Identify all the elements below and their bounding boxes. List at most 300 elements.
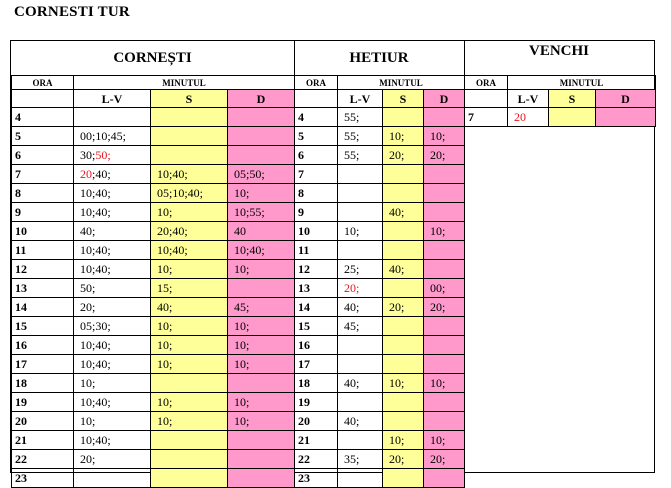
minute-value: 10;40;: [80, 262, 111, 276]
lv-minutes-cell: [338, 336, 383, 355]
s-minutes-cell: [151, 469, 228, 488]
s-minutes-cell: [151, 355, 228, 374]
s-minutes-cell: [383, 222, 424, 241]
hour-row: [12, 317, 295, 336]
minute-value: 20;: [430, 452, 446, 466]
hour-row: [295, 222, 465, 241]
s-header: S: [549, 90, 596, 108]
d-minutes-cell: [228, 450, 295, 469]
s-minutes-cell: [383, 241, 424, 260]
d-minutes-cell: [424, 222, 465, 241]
ora-header: ORA: [295, 76, 338, 90]
minute-value: 40;: [344, 414, 360, 428]
d-minutes-cell: [424, 184, 465, 203]
s-minutes-cell: [151, 165, 228, 184]
minute-value: 10;: [234, 414, 250, 428]
s-minutes-cell: [151, 317, 228, 336]
d-minutes-cell: [228, 108, 295, 127]
hour-cell: 8: [295, 184, 338, 203]
hour-row: [295, 184, 465, 203]
lv-minutes-cell: [74, 222, 151, 241]
lv-minutes-cell: [338, 279, 383, 298]
d-minutes-cell: [424, 355, 465, 374]
minute-value: 45;: [344, 319, 360, 333]
hour-cell: 5: [295, 127, 338, 146]
hour-cell: 21: [295, 431, 338, 450]
s-minutes-cell: [383, 412, 424, 431]
minute-value: 10;: [344, 224, 360, 238]
s-minutes-cell: [383, 317, 424, 336]
hour-cell: 17: [295, 355, 338, 374]
hour-row: [295, 146, 465, 165]
hour-cell: 6: [295, 146, 338, 165]
lv-minutes-cell: [74, 108, 151, 127]
lv-minutes-cell: [74, 317, 151, 336]
hour-cell: 11: [12, 241, 74, 260]
lv-minutes-cell: [338, 146, 383, 165]
s-minutes-cell: [151, 374, 228, 393]
s-minutes-cell: [151, 393, 228, 412]
hour-row: [295, 108, 465, 127]
hour-cell: 10: [295, 222, 338, 241]
minute-value: 10;: [389, 433, 405, 447]
lv-header: L-V: [508, 90, 549, 108]
minute-value: 00;: [430, 281, 446, 295]
s-minutes-cell: [151, 279, 228, 298]
hour-cell: 6: [12, 146, 74, 165]
hour-row: [295, 450, 465, 469]
s-minutes-cell: [151, 241, 228, 260]
d-minutes-cell: [424, 108, 465, 127]
d-minutes-cell: [228, 241, 295, 260]
minute-value: 50;: [95, 148, 111, 162]
hour-row: [12, 279, 295, 298]
s-minutes-cell: [383, 108, 424, 127]
hour-cell: 13: [295, 279, 338, 298]
lv-minutes-cell: [74, 260, 151, 279]
hour-cell: 18: [295, 374, 338, 393]
minutul-header: MINUTUL: [338, 76, 465, 90]
s-minutes-cell: [383, 355, 424, 374]
hour-cell: 5: [12, 127, 74, 146]
minute-value: 20;: [389, 452, 405, 466]
lv-minutes-cell: [338, 450, 383, 469]
hour-row: [295, 241, 465, 260]
s-minutes-cell: [549, 108, 596, 127]
hour-cell: 15: [12, 317, 74, 336]
timetable-hetiur: [294, 75, 465, 488]
s-minutes-cell: [151, 298, 228, 317]
minute-value: 05;50;: [234, 167, 265, 181]
lv-minutes-cell: [74, 336, 151, 355]
document-title: CORNESTI TUR: [14, 4, 130, 20]
day-header-blank: [12, 90, 74, 108]
s-minutes-cell: [151, 127, 228, 146]
s-minutes-cell: [383, 336, 424, 355]
lv-minutes-cell: [338, 108, 383, 127]
lv-minutes-cell: [338, 165, 383, 184]
minute-value: 10;: [430, 129, 446, 143]
minute-value: 10;40;: [80, 433, 111, 447]
hour-cell: 13: [12, 279, 74, 298]
lv-minutes-cell: [74, 279, 151, 298]
hour-cell: 19: [12, 393, 74, 412]
minute-value: 10;: [430, 376, 446, 390]
hour-row: [12, 412, 295, 431]
minute-value: 55;: [344, 110, 360, 124]
hour-row: [12, 165, 295, 184]
lv-minutes-cell: [338, 222, 383, 241]
d-minutes-cell: [228, 298, 295, 317]
s-minutes-cell: [151, 412, 228, 431]
hour-cell: 14: [295, 298, 338, 317]
minute-value: 10;: [80, 414, 96, 428]
lv-minutes-cell: [74, 450, 151, 469]
stop-block-cornesti: [11, 41, 294, 488]
stop-name-venchi: VENCHI: [528, 43, 589, 59]
lv-minutes-cell: [338, 241, 383, 260]
hour-cell: 23: [12, 469, 74, 488]
hour-cell: 22: [12, 450, 74, 469]
d-minutes-cell: [228, 317, 295, 336]
day-header-row: [12, 90, 295, 108]
minute-value: 10;: [430, 433, 446, 447]
minute-value: 10;: [430, 224, 446, 238]
minute-value: 10;: [234, 338, 250, 352]
hour-cell: 22: [295, 450, 338, 469]
minute-value: 10;: [234, 262, 250, 276]
minute-value: 00;10;45;: [80, 129, 127, 143]
hour-row: [295, 355, 465, 374]
d-minutes-cell: [424, 298, 465, 317]
lv-header: L-V: [338, 90, 383, 108]
minutul-header: MINUTUL: [508, 76, 656, 90]
lv-minutes-cell: [338, 203, 383, 222]
d-minutes-cell: [424, 241, 465, 260]
ora-header: ORA: [12, 76, 74, 90]
d-minutes-cell: [228, 431, 295, 450]
hour-cell: 21: [12, 431, 74, 450]
d-minutes-cell: [424, 165, 465, 184]
minute-value: 10;: [157, 395, 173, 409]
minute-value: 05;30;: [80, 319, 111, 333]
hour-cell: 4: [295, 108, 338, 127]
minute-value: 20;: [389, 148, 405, 162]
lv-minutes-cell: [74, 146, 151, 165]
hour-cell: 7: [12, 165, 74, 184]
s-header: S: [151, 90, 228, 108]
minute-value: 10;: [389, 376, 405, 390]
hour-row: [12, 393, 295, 412]
s-minutes-cell: [151, 184, 228, 203]
lv-minutes-cell: [74, 412, 151, 431]
hour-row: [465, 108, 656, 127]
hour-row: [295, 431, 465, 450]
hour-row: [12, 203, 295, 222]
minute-value: 10;40;: [234, 243, 265, 257]
stop-divider: [464, 41, 465, 472]
lv-minutes-cell: [74, 298, 151, 317]
day-header-row: [295, 90, 465, 108]
minute-value: 25;: [344, 262, 360, 276]
hour-cell: 7: [295, 165, 338, 184]
d-minutes-cell: [424, 412, 465, 431]
minute-value: 10;40;: [80, 357, 111, 371]
minute-value: 10;: [157, 262, 173, 276]
minute-value: 40;: [344, 376, 360, 390]
minute-value: 10;40;: [80, 395, 111, 409]
minute-value: 20;: [389, 300, 405, 314]
hour-cell: 11: [295, 241, 338, 260]
hour-row: [295, 393, 465, 412]
s-minutes-cell: [383, 374, 424, 393]
minute-value: 40: [234, 224, 246, 238]
lv-minutes-cell: [338, 184, 383, 203]
d-minutes-cell: [424, 336, 465, 355]
subheader-row: [295, 76, 465, 90]
d-minutes-cell: [228, 355, 295, 374]
hour-row: [295, 336, 465, 355]
lv-minutes-cell: [508, 108, 549, 127]
lv-minutes-cell: [74, 127, 151, 146]
minute-value: 20: [80, 167, 92, 181]
d-header: D: [596, 90, 656, 108]
hour-row: [295, 374, 465, 393]
s-minutes-cell: [151, 260, 228, 279]
stop-divider: [294, 41, 295, 472]
hour-cell: 19: [295, 393, 338, 412]
hour-cell: 16: [12, 336, 74, 355]
d-minutes-cell: [228, 374, 295, 393]
hour-row: [12, 469, 295, 488]
d-header: D: [228, 90, 295, 108]
minute-value: 20;: [430, 300, 446, 314]
s-header: S: [383, 90, 424, 108]
d-minutes-cell: [424, 203, 465, 222]
s-minutes-cell: [151, 222, 228, 241]
minute-value: ;40;: [92, 167, 111, 181]
hour-row: [12, 374, 295, 393]
hour-row: [295, 260, 465, 279]
hour-cell: 15: [295, 317, 338, 336]
s-minutes-cell: [151, 108, 228, 127]
minute-value: 20;: [430, 148, 446, 162]
d-minutes-cell: [424, 317, 465, 336]
hour-row: [12, 431, 295, 450]
d-minutes-cell: [228, 184, 295, 203]
lv-minutes-cell: [338, 260, 383, 279]
lv-minutes-cell: [338, 469, 383, 488]
minute-value: 40;: [157, 300, 173, 314]
lv-minutes-cell: [74, 203, 151, 222]
d-header: D: [424, 90, 465, 108]
lv-minutes-cell: [74, 184, 151, 203]
minute-value: 10;: [157, 338, 173, 352]
s-minutes-cell: [151, 336, 228, 355]
hour-row: [12, 222, 295, 241]
s-minutes-cell: [383, 298, 424, 317]
minutul-header: MINUTUL: [74, 76, 295, 90]
hour-row: [295, 279, 465, 298]
minute-value: 10;: [234, 357, 250, 371]
lv-minutes-cell: [74, 393, 151, 412]
day-header-blank: [295, 90, 338, 108]
minute-value: 10;40;: [80, 186, 111, 200]
hour-row: [12, 450, 295, 469]
minute-value: 10;: [157, 205, 173, 219]
hour-row: [295, 298, 465, 317]
d-minutes-cell: [424, 431, 465, 450]
hour-cell: 4: [12, 108, 74, 127]
timetable-frame: [10, 40, 655, 485]
minute-value: 20;: [80, 300, 96, 314]
s-minutes-cell: [151, 203, 228, 222]
d-minutes-cell: [228, 336, 295, 355]
d-minutes-cell: [228, 222, 295, 241]
ora-header: ORA: [465, 76, 508, 90]
d-minutes-cell: [424, 393, 465, 412]
hour-cell: 23: [295, 469, 338, 488]
minute-value: 50;: [80, 281, 96, 295]
minute-value: 20: [514, 110, 526, 124]
d-minutes-cell: [424, 450, 465, 469]
lv-minutes-cell: [338, 374, 383, 393]
minute-value: 20;: [344, 281, 360, 295]
d-minutes-cell: [596, 108, 656, 127]
hour-row: [295, 165, 465, 184]
stop-name-cornesti: CORNEȘTI: [113, 49, 192, 66]
s-minutes-cell: [383, 184, 424, 203]
hour-row: [295, 412, 465, 431]
minute-value: 10;40;: [80, 338, 111, 352]
minute-value: 45;: [234, 300, 250, 314]
lv-minutes-cell: [338, 127, 383, 146]
hour-row: [295, 317, 465, 336]
minute-value: 10;55;: [234, 205, 265, 219]
hour-row: [12, 241, 295, 260]
lv-minutes-cell: [338, 317, 383, 336]
s-minutes-cell: [383, 279, 424, 298]
timetable-cornesti: [11, 75, 295, 488]
minute-value: 40;: [344, 300, 360, 314]
s-minutes-cell: [383, 450, 424, 469]
subheader-row: [12, 76, 295, 90]
hour-row: [295, 469, 465, 488]
lv-minutes-cell: [74, 374, 151, 393]
d-minutes-cell: [424, 279, 465, 298]
minute-value: 20;40;: [157, 224, 188, 238]
hour-cell: 12: [12, 260, 74, 279]
hour-cell: 17: [12, 355, 74, 374]
minute-value: 30;: [80, 148, 96, 162]
minute-value: 10;40;: [157, 167, 188, 181]
d-minutes-cell: [228, 412, 295, 431]
minute-value: 10;: [234, 319, 250, 333]
minute-value: 40;: [389, 205, 405, 219]
subheader-row: [465, 76, 656, 90]
hour-cell: 20: [295, 412, 338, 431]
minute-value: 10;: [234, 395, 250, 409]
s-minutes-cell: [383, 203, 424, 222]
d-minutes-cell: [424, 260, 465, 279]
d-minutes-cell: [424, 146, 465, 165]
s-minutes-cell: [151, 450, 228, 469]
hour-row: [12, 336, 295, 355]
minute-value: 55;: [344, 148, 360, 162]
hour-cell: 12: [295, 260, 338, 279]
d-minutes-cell: [228, 393, 295, 412]
hour-cell: 14: [12, 298, 74, 317]
d-minutes-cell: [424, 127, 465, 146]
lv-minutes-cell: [74, 241, 151, 260]
hour-row: [12, 184, 295, 203]
minute-value: 40;: [80, 224, 96, 238]
hour-cell: 16: [295, 336, 338, 355]
hour-cell: 9: [12, 203, 74, 222]
lv-minutes-cell: [338, 298, 383, 317]
minute-value: 10;40;: [80, 205, 111, 219]
minute-value: 10;: [157, 319, 173, 333]
minute-value: 10;: [389, 129, 405, 143]
d-minutes-cell: [424, 374, 465, 393]
hour-row: [12, 298, 295, 317]
s-minutes-cell: [383, 431, 424, 450]
minute-value: 10;40;: [157, 243, 188, 257]
lv-minutes-cell: [74, 165, 151, 184]
d-minutes-cell: [228, 469, 295, 488]
minute-value: 35;: [344, 452, 360, 466]
hour-row: [295, 127, 465, 146]
hour-cell: 9: [295, 203, 338, 222]
lv-minutes-cell: [338, 355, 383, 374]
lv-minutes-cell: [74, 469, 151, 488]
timetable-venchi: [464, 75, 656, 127]
minute-value: 10;: [157, 414, 173, 428]
minute-value: 40;: [389, 262, 405, 276]
hour-row: [12, 108, 295, 127]
s-minutes-cell: [383, 393, 424, 412]
s-minutes-cell: [383, 146, 424, 165]
s-minutes-cell: [383, 469, 424, 488]
hour-row: [295, 203, 465, 222]
hour-row: [12, 127, 295, 146]
hour-row: [12, 146, 295, 165]
minute-value: 10;40;: [80, 243, 111, 257]
minute-value: 15;: [157, 281, 173, 295]
s-minutes-cell: [383, 260, 424, 279]
lv-header: L-V: [74, 90, 151, 108]
minute-value: 05;10;40;: [157, 186, 204, 200]
d-minutes-cell: [228, 127, 295, 146]
minute-value: 10;: [80, 376, 96, 390]
hour-cell: 20: [12, 412, 74, 431]
hour-row: [12, 355, 295, 374]
s-minutes-cell: [383, 127, 424, 146]
day-header-blank: [465, 90, 508, 108]
s-minutes-cell: [151, 146, 228, 165]
d-minutes-cell: [228, 260, 295, 279]
lv-minutes-cell: [74, 431, 151, 450]
hour-row: [12, 260, 295, 279]
lv-minutes-cell: [338, 431, 383, 450]
stop-block-venchi: [464, 41, 654, 127]
minute-value: 10;: [157, 357, 173, 371]
minute-value: 10;: [234, 186, 250, 200]
s-minutes-cell: [383, 165, 424, 184]
hour-cell: 7: [465, 108, 508, 127]
d-minutes-cell: [228, 203, 295, 222]
hour-cell: 18: [12, 374, 74, 393]
